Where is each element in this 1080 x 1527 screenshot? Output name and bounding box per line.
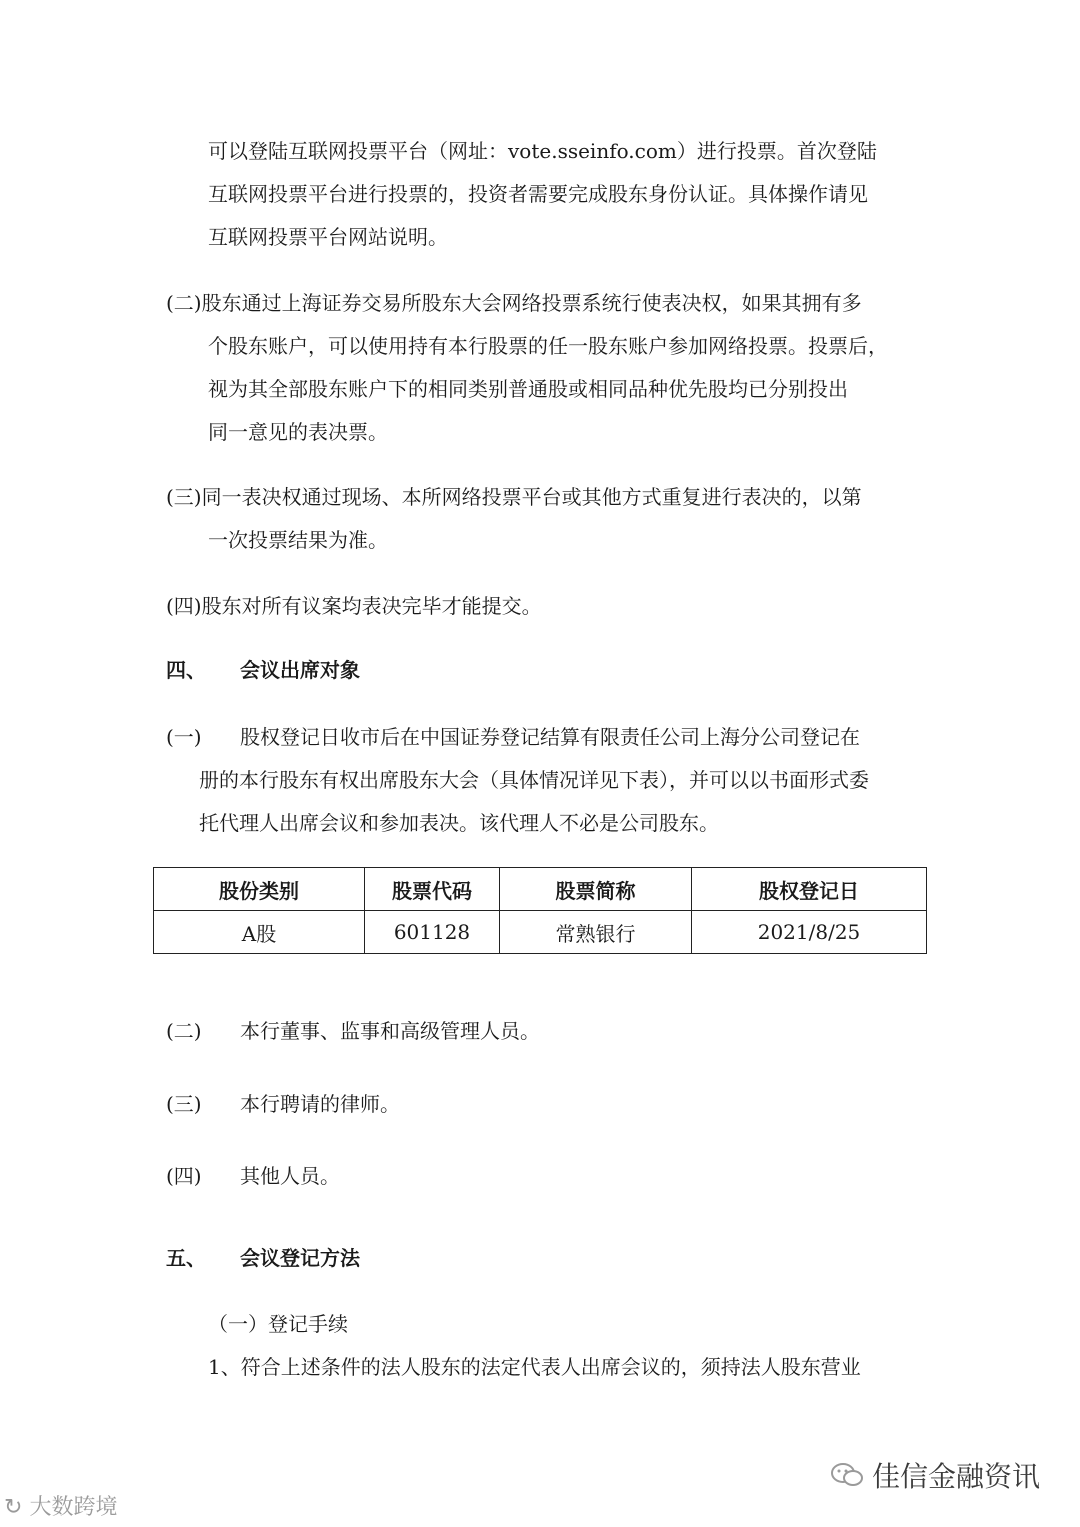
body-line: 股权登记日收市后在中国证券登记结算有限责任公司上海分公司登记在 <box>240 725 860 749</box>
list-number: (四) <box>166 1164 202 1188</box>
body-line: 同一意见的表决票。 <box>208 420 388 444</box>
share-registration-table <box>153 867 927 954</box>
watermark-left-text: 大数跨境 <box>29 1495 118 1520</box>
watermark-left <box>4 1490 117 1521</box>
table-header-row <box>154 868 927 911</box>
body-line: 一次投票结果为准。 <box>208 528 388 552</box>
section-title: 会议出席对象 <box>240 658 360 682</box>
body-line: 本行董事、监事和高级管理人员。 <box>240 1019 540 1043</box>
watermark-logo-icon: ↻ <box>4 1495 23 1520</box>
list-number: (三) <box>166 1092 202 1116</box>
body-line: (二)股东通过上海证券交易所股东大会网络投票系统行使表决权，如果其拥有多 <box>166 291 862 315</box>
table-header-cell: 股票代码 <box>365 868 500 911</box>
section-number: 四、 <box>166 658 206 682</box>
list-number: (二) <box>166 1019 202 1043</box>
table-cell: 常熟银行 <box>500 911 692 954</box>
table-row <box>154 911 927 954</box>
table-header-cell: 股份类别 <box>154 868 365 911</box>
body-line: 个股东账户，可以使用持有本行股票的任一股东账户参加网络投票。投票后， <box>208 334 888 358</box>
body-line: 其他人员。 <box>240 1164 340 1188</box>
body-line: 互联网投票平台网站说明。 <box>208 225 448 249</box>
subsection-title: （一）登记手续 <box>208 1312 348 1336</box>
wechat-icon <box>830 1461 864 1489</box>
body-line: (三)同一表决权通过现场、本所网络投票平台或其他方式重复进行表决的，以第 <box>166 485 862 509</box>
table-cell: 2021/8/25 <box>692 911 927 954</box>
body-line: 托代理人出席会议和参加表决。该代理人不必是公司股东。 <box>199 811 719 835</box>
body-line: 本行聘请的律师。 <box>240 1092 400 1116</box>
body-line: 册的本行股东有权出席股东大会（具体情况详见下表），并可以以书面形式委 <box>199 768 869 792</box>
section-number: 五、 <box>166 1246 206 1270</box>
section-title: 会议登记方法 <box>240 1246 360 1270</box>
table-header-cell: 股权登记日 <box>692 868 927 911</box>
table-cell: 601128 <box>365 911 500 954</box>
watermark-right <box>830 1455 1040 1495</box>
table-header-cell: 股票简称 <box>500 868 692 911</box>
watermark-right-text: 佳信金融资讯 <box>872 1460 1041 1493</box>
body-line: 视为其全部股东账户下的相同类别普通股或相同品种优先股均已分别投出 <box>208 377 848 401</box>
body-line: (四)股东对所有议案均表决完毕才能提交。 <box>166 594 542 618</box>
body-line: 可以登陆互联网投票平台（网址：vote.sseinfo.com）进行投票。首次登陆 <box>208 139 877 163</box>
body-line: 互联网投票平台进行投票的，投资者需要完成股东身份认证。具体操作请见 <box>208 182 868 206</box>
list-number: (一) <box>166 725 202 749</box>
table-cell: A股 <box>154 911 365 954</box>
body-line: 1、符合上述条件的法人股东的法定代表人出席会议的，须持法人股东营业 <box>208 1355 861 1379</box>
